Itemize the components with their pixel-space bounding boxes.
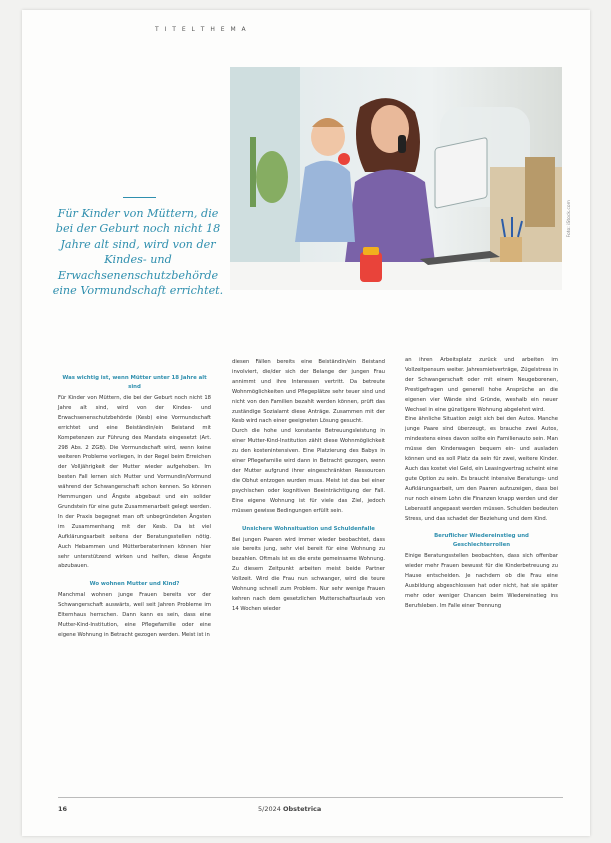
column1-subheading: Wo wohnen Mutter und Kind? xyxy=(89,581,180,588)
photo-credit: Foto: iStock.com xyxy=(567,200,572,238)
column3-subheading: Beruflicher Wiedereinstieg und Geschlechterrollen xyxy=(434,533,529,549)
text-column-3 xyxy=(405,356,558,612)
pull-quote: Für Kinder von Müttern, die bei der Geburt noch nicht 18 Jahre alt sind, wird von der Kindes- und Erwachsenenschutzbehörde eine Vormundschaft errichtet. xyxy=(52,207,224,298)
quote-divider xyxy=(123,197,156,198)
footer-rule xyxy=(58,797,563,798)
publication-footer xyxy=(258,805,321,813)
publication-name: Obstetrica xyxy=(282,805,322,813)
column3-paragraph-2: Eine ähnliche Situation zeigt sich bei den Autos. Manche junge Paare sind überzeugt, es brauche zwei Autos, mindestens eines davon sollte ein Familienauto sein. Man müsse den Kinderwagen bequem ein- und ausladen können und es soll Platz da sein für zwei, weitere Kinder. Auch das kostet viel Geld, ein Leasingvertrag scheint eine gute Option zu sein. Es braucht intensive Beratungs- und Aufklärungsarbeit, um den Paaren aufzuzeigen, dass bei nur noch einem Lohn die Finanzen knapp werden und der Lebensstil angepasst werden müssen. Schulden bedeuten Stress, und das schadet der Beziehung und dem Kind. xyxy=(405,416,558,522)
column2-paragraph-2: Durch die hohe und konstante Betreuungsleistung in einer Mutter-Kind-Institution zählt diese Wohnmöglichkeit zu den kostenintensiven. Eine Platzierung des Babys in einer Pflegefamilie wird dann in Betracht gezogen, wenn der Mutter aufgrund ihrer eingeschränkten Ressourcen die Obhut entzogen wurden muss. Meist ist das bei einer psychischen oder kognitiven Beeinträchtigung der Fall. Eine eigene Wohnung ist für viele das Ziel, jedoch müssen gewisse Bedingungen erfüllt sein. xyxy=(232,428,385,514)
column2-paragraph-3: Bei jungen Paaren wird immer wieder beobachtet, dass sie bereits jung, sehr viel bereit für eine Wohnung zu bezahlen. Oftmals ist es die erste gemeinsame Wohnung. Zu diesem Zeitpunkt arbeiten meist beide Partner Vollzeit. Wird die Frau nun schwanger, wird die teure Wohnung schnell zum Problem. Nur sehr wenige Frauen kehren nach dem gesetzlichen Mutterschaftsurlaub von 14 Wochen wieder xyxy=(232,536,385,612)
column2-paragraph-1: diesen Fällen bereits eine Beiständin/ein Beistand involviert, die/der sich der Belange der jungen Frau annimmt und ihre Interessen vertritt. Da betreute Wohnmöglichkeiten und Pflegeplätze sehr teuer sind und nicht von den Familien bezahlt werden können, prüft das zuständige Sozialamt diese Anträge. Zusammen mit der Kesb wird nach einer geeigneten Lösung gesucht. xyxy=(232,359,385,425)
section-label: T I T E L T H E M A xyxy=(155,26,248,33)
column2-subheading: Unsichere Wohnsituation und Schuldenfalle xyxy=(242,525,375,532)
column1-heading: Was wichtig ist, wenn Mütter unter 18 Jahre alt sind xyxy=(62,375,207,390)
issue-number: 5/2024 xyxy=(258,805,281,813)
column1-paragraph-1: Für Kinder von Müttern, die bei der Geburt noch nicht 18 Jahre alt sind, wird von der Kindes- und Erwachsenenschutzbehörde (Kesb) eine Vormundschaft errichtet und eine Beiständin/ein Beistand mit Kompetenzen zur Führung des Mandats eingesetzt (Art. 298 Abs. 2 ZGB). Die Vormundschaft wird, wenn keine weiteren Probleme vorliegen, in der Regel beim Erreichen der Volljährigkeit der Mutter wieder aufgehoben. Im besten Fall lernen sich Mutter und Vormundin/Vormund während der Schwangerschaft schon kennen. So können Hemmungen und Ängste abgebaut und ein solider Grundstein für eine gute Zusammenarbeit gelegt werden. In der Praxis begegnet man oft unbegründeten Ängsten im Zusammenhang mit der Kesb. Da ist viel Aufklärungsarbeit seitens der Beratungsstellen nötig. Auch Hebammen und Mütterberaterinnen können hier sehr unterstützend wirken und helfen, diese Ängste abzubauen. xyxy=(58,395,211,570)
column1-paragraph-2: Manchmal wohnen junge Frauen bereits vor der Schwangerschaft auswärts, weil seit Jahren Probleme im Elternhaus herrschen. Dann kann es sein, dass eine Mutter-Kind-Institution, eine Pflegefamilie oder eine eigene Wohnung in Betracht gezogen werden. Meist ist in xyxy=(58,592,211,638)
text-column-2 xyxy=(232,358,385,615)
column3-paragraph-1: an ihren Arbeitsplatz zurück und arbeiten im Vollzeitpensum weiter. Jahresmietverträge, Zügelstress in der Schwangerschaft oder mit einem Neugeborenen, Prestigefragen und generell hohe Ansprüche an die eigenen vier Wände sind Gründe, weshalb ein neuer Wechsel in eine günstigere Wohnung abgelehnt wird. xyxy=(405,357,558,413)
text-column-1 xyxy=(58,370,211,641)
column3-paragraph-3: Einige Beratungsstellen beobachten, dass sich offenbar wieder mehr Frauen bewusst für die Kinderbetreuung zu Hause entscheiden. Je nachdem ob die Frau eine Ausbildung abgeschlossen hat oder nicht, hat sie später mehr oder weniger Chancen beim Wiedereinstieg ins Berufsleben. Im Falle einer Trennung xyxy=(405,553,558,609)
page-number: 16 xyxy=(58,805,68,813)
photo-mother-baby xyxy=(230,67,562,290)
photo-illustration xyxy=(230,67,562,290)
